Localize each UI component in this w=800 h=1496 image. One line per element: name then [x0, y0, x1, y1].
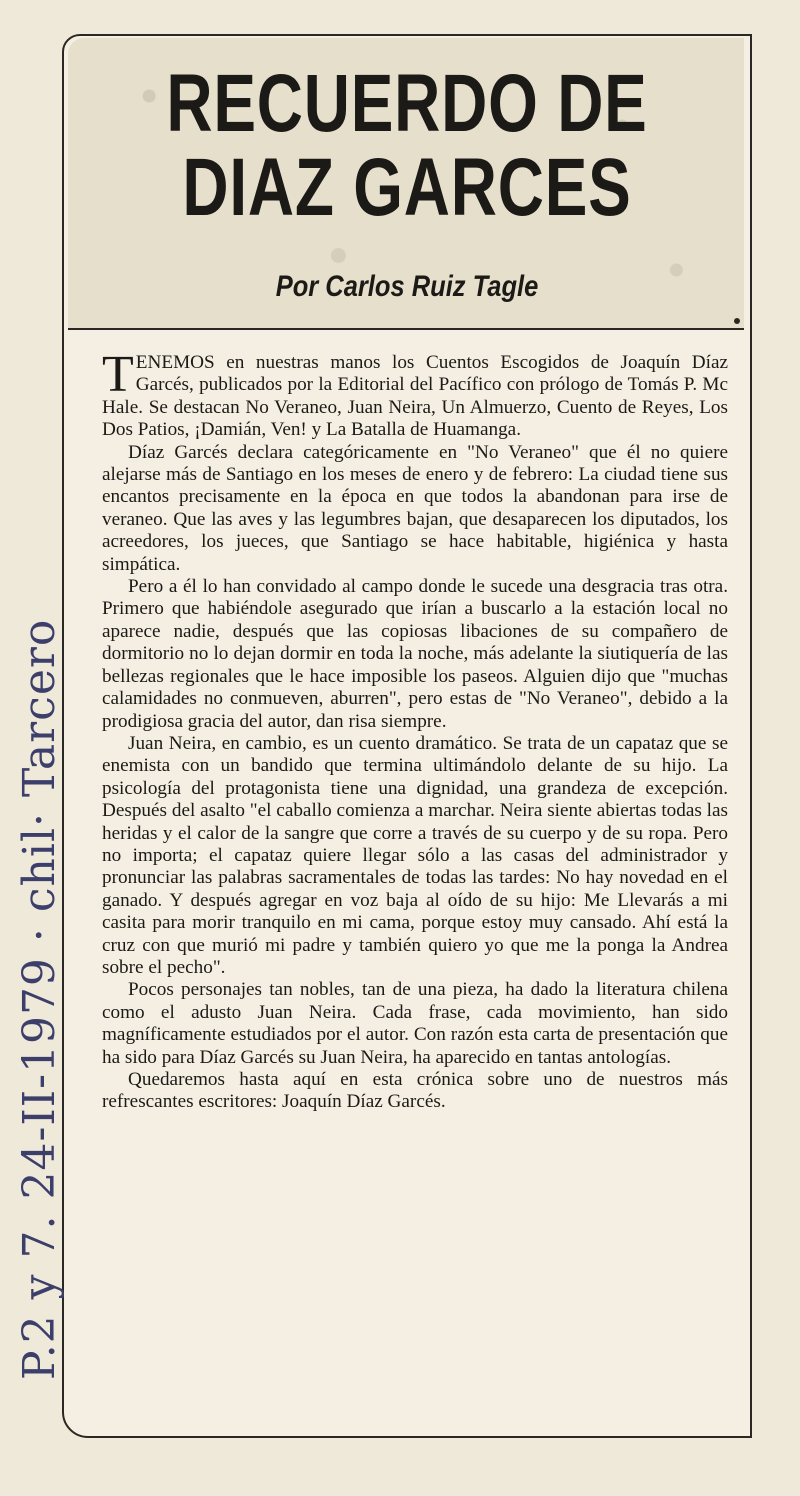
article-paragraph: Díaz Garcés declara categóricamente en "No Veraneo" que él no quiere alejarse más de Santiago en los meses de enero y de febrero: La ciudad tiene sus encantos precisamente en la época en que todos la abandonan para irse de veraneo. Que las aves y las legumbres bajan, que desaparecen los diputados, los acreedores, los jueces, que Santiago se hace habitable, higiénica y hasta simpática.: [102, 441, 728, 575]
byline: Por Carlos Ruiz Tagle: [275, 270, 539, 303]
paragraph-text: ENEMOS en nuestras manos los Cuentos Escogidos de Joaquín Díaz Garcés, publicados por la Editorial del Pacífico con prólogo de Tomás P. Mc Hale. Se destacan No Veraneo, Juan Neira, Un Almuerzo, Cuento de Reyes, Los Dos Patios, ¡Damián, Ven! y La Batalla de Huamanga.: [102, 352, 728, 441]
drop-cap: T: [102, 346, 134, 403]
article-body: [102, 346, 728, 1114]
article-paragraph: Pocos personajes tan nobles, tan de una pieza, ha dado la literatura chilena como el adusto Juan Neira. Cada frase, cada movimiento, han sido magníficamente estudiados por el autor. Con razón esta carta de presentación que ha sido para Díaz Garcés su Juan Neira, ha aparecido en tantas antologías.: [102, 979, 728, 1068]
article-paragraph: [102, 346, 728, 442]
article-paragraph: Pero a él lo han convidado al campo donde le sucede una desgracia tras otra. Primero que habiéndole asegurado que irían a buscarlo a la estación local no aparece nadie, después que las copiosas libaciones de su compañero de dormitorio no lo dejan dormir en toda la noche, más adelante la siutiquería de las bellezas regionales que le hace imposible los paseos. Alguien dijo que "muchas calamidades no conmueven, aburren", pero estas de "No Veraneo", debido a la prodigiosa gracia del autor, dan risa siempre.: [102, 576, 728, 732]
handwritten-annotation: P.2 y 7. 24-II-1979 · chil· Tarcero: [14, 618, 65, 1380]
article-paragraph: Juan Neira, en cambio, es un cuento dramático. Se trata de un capataz que se enemista con un bandido que termina ultimándolo delante de su hijo. La psicología del protagonista tiene una dignidad, una grandeza de excepción. Después del asalto "el caballo comienza a marchar. Neira siente abiertas todas las heridas y el calor de la sangre que corre a través de su cuerpo y de su ropa. Pero no importa; el capataz quiere llegar sólo a las casas del administrador y pronunciar las palabras sacramentales de todas las tardes: No hay novedad en el ganado. Y después agregar en voz baja al oído de su hijo: Me Llevarás a mi casita para morir tranquilo en mi cama, porque estoy muy cansado. Ahí está la cruz con que murió mi padre y también quiero yo que me la ponga la Andrea sobre el pecho".: [102, 732, 728, 978]
headline: RECUERDO DE DIAZ GARCES: [166, 58, 648, 233]
ink-dot: [734, 318, 740, 324]
article-paragraph: Quedaremos hasta aquí en esta crónica sobre uno de nuestros más refrescantes escritores: Joaquín Díaz Garcés.: [102, 1069, 728, 1113]
